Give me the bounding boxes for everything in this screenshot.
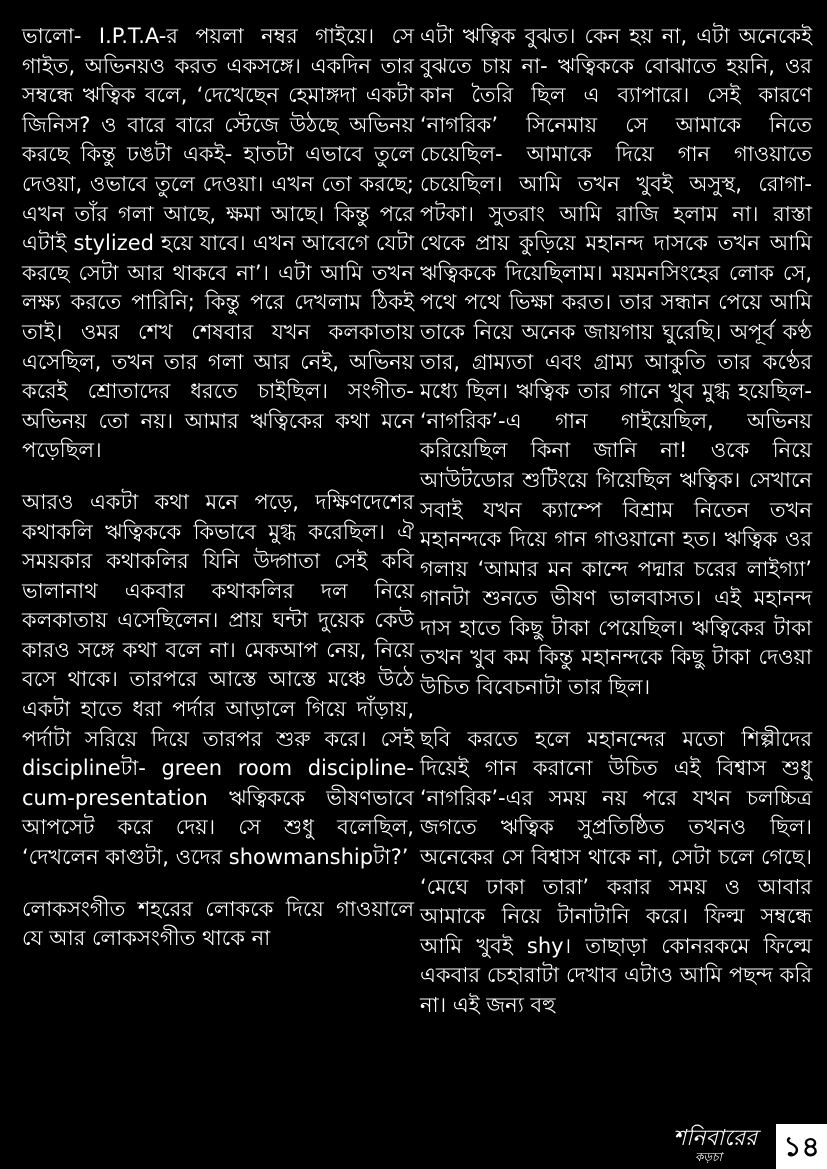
- left-column: [22, 22, 414, 976]
- logo-line-1: শনিবারের: [673, 1126, 758, 1151]
- right-paragraph-2: ছবি করতে হলে মহানন্দের মতো শিল্পীদের দিয়েই গান করানো উচিত এই বিশ্বাস শুধু ‘নাগরিক’-এর সময় নয় পরে যখন চলচ্চিত্র জগতে ঋত্বিক সুপ্রতিষ্ঠিত তখনও ছিল। অনেকের সে বিশ্বাস থাকে না, সেটা চলে গেছে। ‘মেঘে ঢাকা তারা’ করার সময় ও আবার আমাকে নিয়ে টানাটানি করে। ফিল্ম সম্বন্ধে আমি খুবই shy। তাছাড়া কোনরকমে ফিল্মে একবার চেহারাটা দেখাব এটাও আমি পছন্দ করি না। এই জন্য বহু: [420, 726, 812, 1017]
- magazine-logo: [673, 1128, 773, 1166]
- right-column: [420, 22, 812, 1043]
- logo-line-2: কড়চা: [695, 1150, 722, 1164]
- left-paragraph-1: ভালো- I.P.T.A-র পয়লা নম্বর গাইয়ে। সে গাইত, অভিনয়ও করত একসঙ্গে। একদিন তার সম্বন্ধে ঋত্বিক বলে, ‘দেখেছেন হেমাঙ্গদা একটা জিনিস? ও বারে বারে স্টেজে উঠছে অভিনয় করছে কিন্তু ঢঙটা একই- হাতটা এভাবে তুলে দেওয়া, ওভাবে তুলে দেওয়া। এখন তো করছে; এখন তাঁর গলা আছে, ক্ষমা আছে। কিন্তু পরে এটাই stylized হয়ে যাবে। এখন আবেগে যেটা করছে সেটা আর থাকবে না’। এটা আমি তখন লক্ষ্য করতে পারিনি; কিন্তু পরে দেখলাম ঠিকই তাই। ওমর শেখ শেষবার যখন কলকাতায় এসেছিল, তখন তার গলা আর নেই, অভিনয় করেই শ্রোতাদের ধরতে চাইছিল। সংগীত-অভিনয় তো নয়। আমার ঋত্বিকের কথা মনে পড়েছিল।: [22, 24, 414, 463]
- left-paragraph-2: আরও একটা কথা মনে পড়ে, দক্ষিণদেশের কথাকলি ঋত্বিককে কিভাবে মুগ্ধ করেছিল। ঐ সময়কার কথাকলির যিনি উদ্গাতা সেই কবি ভালানাথ একবার কথাকলির দল নিয়ে কলকাতায় এসেছিলেন। প্রায় ঘন্টা দুয়েক কেউ কারও সঙ্গে কথা বলে না। মেকআপ নেয়, নিয়ে বসে থাকে। তারপরে আস্তে আস্তে মঞ্চে উঠে একটা হাতে ধরা পর্দার আড়ালে গিয়ে দাঁড়ায়, পর্দাটা সরিয়ে দিয়ে তারপর শুরু করে। সেই disciplineটা- green room discipline-cum-presentation ঋত্বিককে ভীষণভাবে আপসেট করে দেয়। সে শুধু বলেছিল, ‘দেখলেন কাগুটা, ওদের showmanshipটা?’: [22, 489, 414, 870]
- right-paragraph-1: এটা ঋত্বিক বুঝত। কেন হয় না, এটা অনেকেই বুঝতে চায় না- ঋত্বিককে বোঝাতে হয়নি, ওর কান তৈরি ছিল এ ব্যাপারে। সেই কারণে ‘নাগরিক’ সিনেমায় সে আমাকে নিতে চেয়েছিল- আমাকে দিয়ে গান গাওয়াতে চেয়েছিল। আমি তখন খুবই অসুস্থ, রোগা-পটকা। সুতরাং আমি রাজি হলাম না। রাস্তা থেকে প্রায় কুড়িয়ে মহানন্দ দাসকে তখন আমি ঋত্বিককে দিয়েছিলাম। ময়মনসিংহের লোক সে, পথে পথে ভিক্ষা করত। তার সন্ধান পেয়ে আমি তাকে নিয়ে অনেক জায়গায় ঘুরেছি। অপূর্ব কণ্ঠ তার, গ্রাম্যতা এবং গ্রাম্য আকুতি তার কণ্ঠের মধ্যে ছিল। ঋত্বিক তার গানে খুব মুগ্ধ হয়েছিল- ‘নাগরিক’-এ গান গাইয়েছিল, অভিনয় করিয়েছিল কিনা জানি না! ওকে নিয়ে আউটডোর শুটিংয়ে গিয়েছিল ঋত্বিক। সেখানে সবাই যখন ক্যাম্পে বিশ্রাম নিতেন তখন মহানন্দকে দিয়ে গান গাওয়ানো হত। ঋত্বিক ওর গলায় ‘আমার মন কান্দে পদ্মার চরের লাইগ্যা’ গানটা শুনতে ভীষণ ভালবাসত। এই মহানন্দ দাস হাতে কিছু টাকা পেয়েছিল। ঋত্বিকের টাকা তখন খুব কম কিন্তু মহানন্দকে কিছু টাকা দেওয়া উচিত বিবেচনাটা তার ছিল।: [420, 24, 812, 700]
- page-number: ১৪: [776, 1124, 827, 1169]
- left-paragraph-3: লোকসংগীত শহরের লোককে দিয়ে গাওয়ালে যে আর লোকসংগীত থাকে না: [22, 896, 414, 951]
